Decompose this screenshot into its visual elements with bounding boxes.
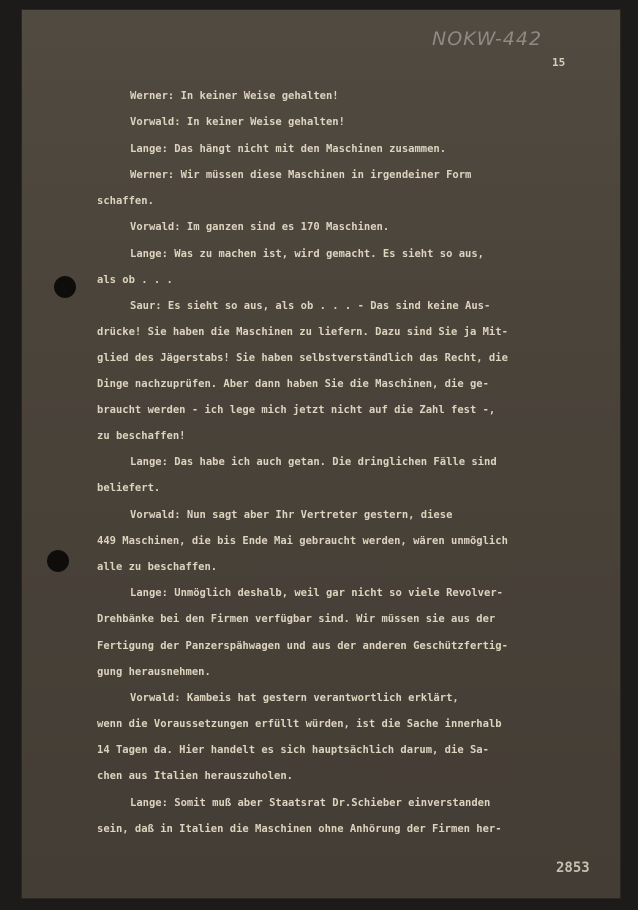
transcript-line: Vorwald: In keiner Weise gehalten! [130,116,345,128]
transcript-line: sein, daß in Italien die Maschinen ohne Anhörung der Firmen her- [97,823,502,835]
transcript-line: Lange: Somit muß aber Staatsrat Dr.Schieber einverstanden [130,797,491,809]
transcript-line: beliefert. [97,482,161,494]
transcript-line: Lange: Unmöglich deshalb, weil gar nicht so viele Revolver- [130,587,503,599]
transcript-line: 449 Maschinen, die bis Ende Mai gebraucht werden, wären unmöglich [97,535,508,547]
transcript-line: drücke! Sie haben die Maschinen zu liefern. Dazu sind Sie ja Mit- [97,326,508,338]
transcript-line: Dinge nachzuprüfen. Aber dann haben Sie die Maschinen, die ge- [97,378,489,390]
transcript-line: braucht werden - ich lege mich jetzt nicht auf die Zahl fest -, [97,404,496,416]
transcript-line: Vorwald: Im ganzen sind es 170 Maschinen. [130,221,390,233]
punch-hole [47,550,69,572]
transcript-line: alle zu beschaffen. [97,561,218,573]
transcript-line: Saur: Es sieht so aus, als ob . . . - Das sind keine Aus- [130,300,491,312]
transcript-line: glied des Jägerstabs! Sie haben selbstverständlich das Recht, die [97,352,508,364]
transcript-line: Vorwald: Kambeis hat gestern verantwortlich erklärt, [130,692,459,704]
transcript-line: Lange: Das hängt nicht mit den Maschinen zusammen. [130,143,447,155]
archive-annotation: NOKW-442 [432,28,543,50]
transcript-line: Vorwald: Nun sagt aber Ihr Vertreter gestern, diese [130,509,453,521]
document-number: 2853 [556,860,590,876]
transcript-line: Werner: In keiner Weise gehalten! [130,90,339,102]
transcript-line: gung herausnehmen. [97,666,211,678]
transcript-line: chen aus Italien herauszuholen. [97,770,293,782]
transcript-line: Lange: Was zu machen ist, wird gemacht. Es sieht so aus, [130,248,485,260]
transcript-line: als ob . . . [97,274,173,286]
transcript-line: schaffen. [97,195,154,207]
document-page [22,10,620,898]
transcript-line: Werner: Wir müssen diese Maschinen in irgendeiner Form [130,169,472,181]
transcript-line: Lange: Das habe ich auch getan. Die dringlichen Fälle sind [130,456,497,468]
transcript-line: wenn die Voraussetzungen erfüllt würden, ist die Sache innerhalb [97,718,502,730]
transcript-line: zu beschaffen! [97,430,186,442]
transcript-line: 14 Tagen da. Hier handelt es sich hauptsächlich darum, die Sa- [97,744,489,756]
transcript-line: Drehbänke bei den Firmen verfügbar sind. Wir müssen sie aus der [97,613,496,625]
page-number: 15 [552,56,566,69]
punch-hole [54,276,76,298]
transcript-line: Fertigung der Panzerspähwagen und aus der anderen Geschützfertig- [97,640,508,652]
